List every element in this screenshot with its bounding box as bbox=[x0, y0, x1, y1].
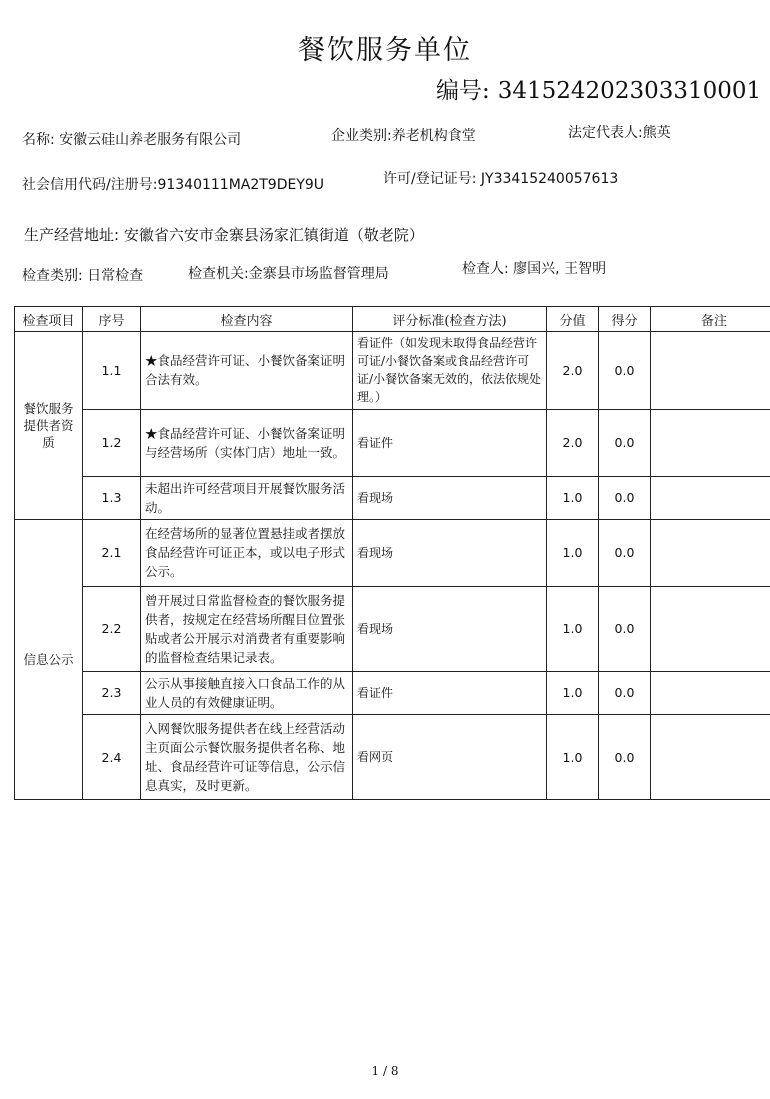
table-row bbox=[15, 671, 770, 714]
header-content: 检查内容 bbox=[141, 307, 353, 332]
row-no: 2.3 bbox=[83, 671, 141, 714]
row-no: 2.2 bbox=[83, 586, 141, 671]
row-remark bbox=[651, 332, 770, 410]
table-row bbox=[15, 332, 770, 410]
authority-label: 检查机关: bbox=[188, 266, 249, 282]
row-points: 1.0 bbox=[547, 671, 599, 714]
name-value: 安徽云硅山养老服务有限公司 bbox=[59, 132, 242, 148]
row-score: 0.0 bbox=[599, 671, 651, 714]
inspection-table-wrap bbox=[14, 306, 770, 800]
doc-number-label: 编号: bbox=[436, 78, 490, 104]
inspector-label: 检查人: bbox=[462, 261, 509, 277]
row-no: 1.2 bbox=[83, 409, 141, 476]
credit-code-label: 社会信用代码/注册号: bbox=[22, 177, 158, 193]
row-standard: 看现场 bbox=[353, 519, 547, 586]
inspection-type-label: 检查类别: bbox=[22, 268, 83, 284]
legal-rep-label: 法定代表人: bbox=[568, 125, 643, 141]
header-score: 得分 bbox=[599, 307, 651, 332]
credit-code bbox=[22, 174, 324, 194]
table-row bbox=[15, 476, 770, 519]
row-score: 0.0 bbox=[599, 715, 651, 800]
row-standard: 看证件 bbox=[353, 409, 547, 476]
row-content: ★食品经营许可证、小餐饮备案证明与经营场所（实体门店）地址一致。 bbox=[141, 409, 353, 476]
credit-code-value: 91340111MA2T9DEY9U bbox=[157, 177, 325, 193]
header-no: 序号 bbox=[83, 307, 141, 332]
row-content: 入网餐饮服务提供者在线上经营活动主页面公示餐饮服务提供者名称、地址、食品经营许可证等信息，公示信息真实，及时更新。 bbox=[141, 715, 353, 800]
inspector-value: 廖国兴, 王智明 bbox=[513, 261, 607, 277]
doc-number: 341524202303310001 bbox=[497, 78, 762, 104]
row-score: 0.0 bbox=[599, 586, 651, 671]
license-value: JY33415240057613 bbox=[480, 171, 619, 187]
row-standard: 看现场 bbox=[353, 476, 547, 519]
page-indicator bbox=[0, 1064, 770, 1078]
header-standard: 评分标准(检查方法) bbox=[353, 307, 547, 332]
row-points: 2.0 bbox=[547, 332, 599, 410]
row-score: 0.0 bbox=[599, 332, 651, 410]
row-content: 未超出许可经营项目开展餐饮服务活动。 bbox=[141, 476, 353, 519]
legal-rep-value: 熊英 bbox=[642, 125, 671, 141]
business-address bbox=[24, 224, 424, 245]
row-points: 1.0 bbox=[547, 519, 599, 586]
inspection-authority bbox=[188, 263, 389, 283]
category-label: 企业类别: bbox=[331, 128, 392, 144]
row-content: 在经营场所的显著位置悬挂或者摆放食品经营许可证正本，或以电子形式公示。 bbox=[141, 519, 353, 586]
row-no: 2.1 bbox=[83, 519, 141, 586]
license-label: 许可/登记证号: bbox=[383, 171, 477, 187]
row-content: ★食品经营许可证、小餐饮备案证明合法有效。 bbox=[141, 332, 353, 410]
row-remark bbox=[651, 476, 770, 519]
inspectors bbox=[462, 258, 606, 278]
authority-value: 金寨县市场监督管理局 bbox=[248, 266, 389, 282]
page-current: 1 bbox=[371, 1064, 380, 1078]
row-standard: 看证件 bbox=[353, 671, 547, 714]
row-standard: 看现场 bbox=[353, 586, 547, 671]
row-score: 0.0 bbox=[599, 519, 651, 586]
inspection-table bbox=[14, 306, 770, 800]
row-remark bbox=[651, 409, 770, 476]
license-number bbox=[383, 168, 618, 188]
group-item: 餐饮服务提供者资质 bbox=[15, 332, 83, 520]
row-score: 0.0 bbox=[599, 409, 651, 476]
table-row bbox=[15, 519, 770, 586]
table-row bbox=[15, 409, 770, 476]
row-score: 0.0 bbox=[599, 476, 651, 519]
row-standard: 看证件（如发现未取得食品经营许可证/小餐饮备案或食品经营许可证/小餐饮备案无效的，依法依规处理。） bbox=[353, 332, 547, 410]
table-header-row bbox=[15, 307, 770, 332]
header-points: 分值 bbox=[547, 307, 599, 332]
enterprise-category bbox=[331, 125, 476, 145]
row-remark bbox=[651, 586, 770, 671]
row-points: 1.0 bbox=[547, 715, 599, 800]
row-points: 2.0 bbox=[547, 409, 599, 476]
group-item: 信息公示 bbox=[15, 519, 83, 799]
company-name bbox=[22, 129, 241, 149]
page-separator: / bbox=[382, 1064, 388, 1078]
address-value: 安徽省六安市金寨县汤家汇镇街道（敬老院） bbox=[123, 226, 424, 244]
table-row bbox=[15, 715, 770, 800]
table-row bbox=[15, 586, 770, 671]
row-no: 2.4 bbox=[83, 715, 141, 800]
category-value: 养老机构食堂 bbox=[391, 128, 476, 144]
document-title: 餐饮服务单位 bbox=[298, 35, 472, 66]
legal-representative bbox=[568, 122, 671, 142]
row-standard: 看网页 bbox=[353, 715, 547, 800]
inspection-type-value: 日常检查 bbox=[87, 268, 144, 284]
doc-number-line bbox=[436, 72, 761, 105]
page-total: 8 bbox=[390, 1064, 399, 1078]
row-remark bbox=[651, 671, 770, 714]
header-remark: 备注 bbox=[651, 307, 770, 332]
row-points: 1.0 bbox=[547, 476, 599, 519]
name-label: 名称: bbox=[22, 132, 55, 148]
row-remark bbox=[651, 715, 770, 800]
row-no: 1.3 bbox=[83, 476, 141, 519]
row-no: 1.1 bbox=[83, 332, 141, 410]
inspection-type bbox=[22, 265, 143, 285]
row-content: 曾开展过日常监督检查的餐饮服务提供者，按规定在经营场所醒目位置张贴或者公开展示对消费者有重要影响的监督检查结果记录表。 bbox=[141, 586, 353, 671]
row-remark bbox=[651, 519, 770, 586]
address-label: 生产经营地址: bbox=[24, 226, 120, 244]
row-points: 1.0 bbox=[547, 586, 599, 671]
header-item: 检查项目 bbox=[15, 307, 83, 332]
row-content: 公示从事接触直接入口食品工作的从业人员的有效健康证明。 bbox=[141, 671, 353, 714]
